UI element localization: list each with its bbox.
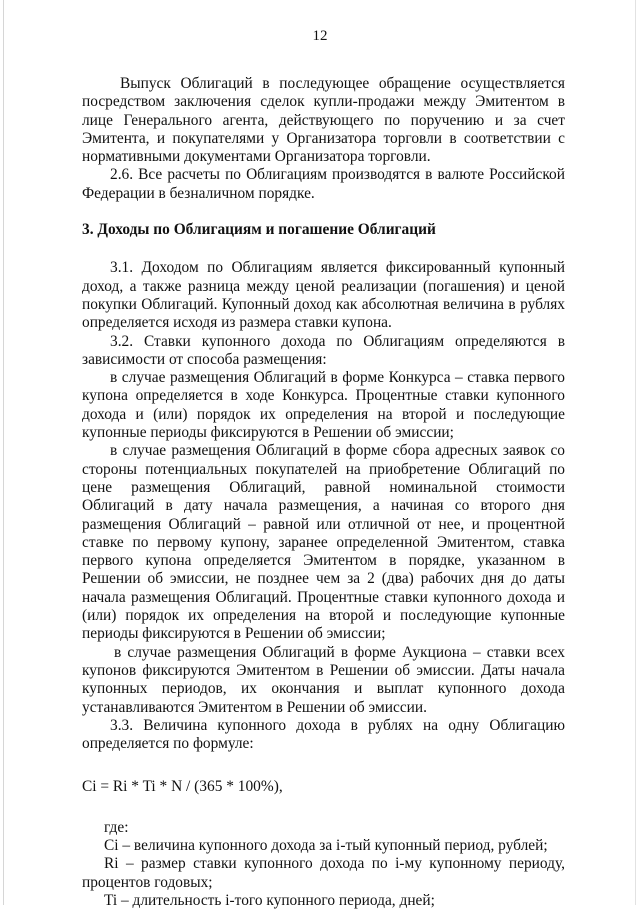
paragraph-3-3: 3.3. Величина купонного дохода в рублях на одну Облигацию определяется по формуле: (82, 716, 565, 753)
paragraph-bids: в случае размещения Облигаций в форме сбора адресных заявок со стороны потенциальных покупателей на приобретение Облигаций по цене размещения Облигаций, равной номинальной стоимости Облигаций в дату начала размещения, а начиная со второго дня размещения Облигаций – равной или отличной от нее, и процентной ставке по первому купону, заранее определенной Эмитентом, ставка первого купона определяется Эмитентом в порядке, указанном в Решении об эмиссии, не позднее чем за 2 (два) рабочих дня до даты начала размещения Облигаций. Процентные ставки купонного дохода и (или) порядок их определения на второй и последующие купонные периоды фиксируются в Решении об эмиссии; (82, 442, 565, 643)
coupon-formula: Ci = Ri * Ti * N / (365 * 100%), (82, 778, 283, 796)
page-number: 12 (312, 28, 328, 44)
paragraph-contest: в случае размещения Облигаций в форме Конкурса – ставка первого купона определяется в ходе Конкурса. Процентные ставки купонного дохода и (или) порядок их определения на второй и последующие купонные периоды фиксируются в Решении об эмиссии; (82, 369, 565, 442)
paragraph-2-6: 2.6. Все расчеты по Облигациям производятся в валюте Российской Федерации в безналичном порядке. (82, 166, 565, 202)
definition-ci: Ci – величина купонного дохода за i-тый купонный период, рублей; (104, 836, 548, 854)
paragraph-auction: в случае размещения Облигаций в форме Аукциона – ставки всех купонов фиксируются Эмитентом в Решении об эмиссии. Даты начала купонных периодов, их окончания и выплат купонного дохода устанавливаются Эмитентом в Решении об эмиссии. (82, 643, 565, 716)
formula-definitions (82, 837, 565, 910)
document-body (82, 75, 565, 910)
section-title: 3. Доходы по Облигациям и погашение Облигаций (82, 221, 436, 239)
paragraph-issue-circulation: Выпуск Облигаций в последующее обращение осуществляется посредством заключения сделок купли-продажи между Эмитентом в лице Генерального агента, действующего по поручению и за счет Эмитента, и покупателями у Организатора торговли в соответствии с нормативными документами Организатора торговли. (82, 75, 565, 166)
definition-ri: Ri – размер ставки купонного дохода по i-му купонному периоду, процентов годовых; (82, 855, 565, 891)
paragraph-3-1: 3.1. Доходом по Облигациям является фиксированный купонный доход, а также разница между ценой реализации (погашения) и ценой покупки Облигаций. Купонный доход как абсолютная величина в рублях определяется исходя из размера ставки купона. (82, 259, 565, 332)
scan-edge-left (3, 0, 4, 905)
definition-ti: Ti – длительность i-того купонного периода, дней; (104, 891, 435, 909)
where-label: где: (104, 818, 129, 836)
paragraph-3-2: 3.2. Ставки купонного дохода по Облигациям определяются в зависимости от способа размещения: (82, 332, 565, 368)
scan-edge-right (635, 0, 636, 905)
